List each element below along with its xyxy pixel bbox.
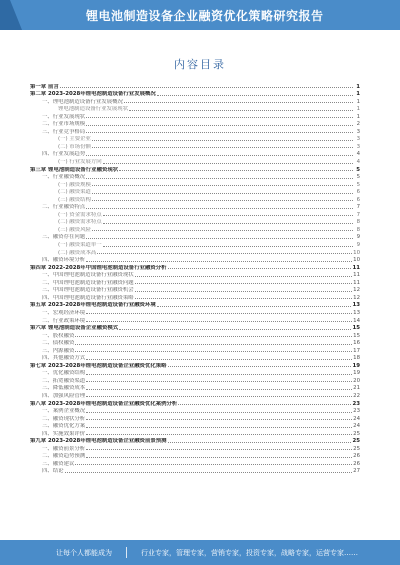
toc-dot-leader [86, 381, 352, 382]
toc-dot-leader [65, 472, 353, 473]
toc-entry-page: 25 [352, 438, 360, 445]
footer-divider [126, 547, 127, 558]
toc-entry[interactable] [30, 97, 360, 105]
toc-entry[interactable] [30, 391, 360, 399]
toc-entry-label: 第六章 锂电池制造设备企业融资模式 [30, 325, 119, 332]
toc-entry[interactable] [30, 203, 360, 211]
toc-dot-leader [92, 185, 353, 186]
toc-dot-leader [92, 147, 353, 148]
toc-entry-page: 6 [356, 189, 360, 196]
toc-entry-label: 四、融资环境分析 [42, 257, 86, 264]
toc-entry[interactable] [30, 308, 360, 316]
toc-entry-page: 23 [352, 400, 360, 407]
toc-entry[interactable] [30, 361, 360, 369]
toc-entry[interactable] [30, 331, 360, 339]
toc-entry[interactable] [30, 150, 360, 158]
report-title: 锂电池制造设备企业融资优化策略研究报告 [86, 9, 324, 23]
toc-entry-page: 2 [356, 121, 360, 128]
toc-entry-page: 17 [353, 347, 360, 354]
toc-dot-leader [60, 87, 353, 88]
toc-entry-page: 15 [352, 325, 360, 332]
toc-entry-label: 一、行业融资概况 [42, 174, 86, 181]
toc-entry[interactable] [30, 429, 360, 437]
toc-entry-page: 6 [356, 196, 360, 203]
toc-dot-leader [75, 336, 352, 337]
toc-entry[interactable] [30, 120, 360, 128]
toc-title: 内容目录 [174, 58, 226, 71]
toc-entry-label: 三、融资存在问题 [42, 234, 86, 241]
toc-dot-leader [86, 125, 353, 126]
toc-entry-page: 19 [353, 370, 360, 377]
toc-dot-leader [92, 140, 353, 141]
toc-entry[interactable] [30, 376, 360, 384]
toc-entry-label: 第八章 2023-2028年锂电池制造设备企业融资优化案例分析 [30, 400, 178, 407]
toc-entry-label: 三、融资优化方案 [42, 423, 86, 430]
toc-dot-leader [86, 374, 352, 375]
toc-dot-leader [135, 276, 352, 277]
header-bar [0, 0, 400, 30]
toc-dot-leader [86, 449, 352, 450]
toc-entry-label: 四、中国锂电池制造设备行业融资策略 [42, 294, 134, 301]
toc-entry[interactable] [30, 459, 360, 467]
toc-entry-page: 23 [353, 408, 360, 415]
toc-entry-label: 一、宏观经济环境 [42, 309, 86, 316]
toc-dot-leader [135, 283, 352, 284]
toc-entry-label: 三、中国锂电池制造设备行业融资机会 [42, 287, 134, 294]
toc-entry-label: 一、股权融资 [42, 332, 75, 339]
toc-entry-page: 3 [356, 136, 360, 143]
toc-entry-label: 四、结论 [42, 468, 64, 475]
toc-dot-leader [86, 208, 353, 209]
toc-entry-label: 四、行业发展趋势 [42, 151, 86, 158]
toc-dot-leader [86, 412, 352, 413]
toc-entry-page: 26 [353, 453, 360, 460]
footer-tagline: 行业专家，管理专家，营销专家，投资专家，战略专家，运营专家…… [141, 548, 358, 557]
toc-entry-page: 5 [356, 166, 360, 173]
toc-entry-label: (一) 主要企业 [58, 136, 91, 143]
toc-entry[interactable] [30, 339, 360, 347]
toc-entry-label: 一、案例企业概况 [42, 408, 86, 415]
toc-entry-page: 3 [356, 128, 360, 135]
toc-entry-page: 4 [356, 159, 360, 166]
toc-entry[interactable] [30, 263, 360, 271]
toc-dot-leader [103, 215, 353, 216]
toc-entry-page: 12 [353, 287, 360, 294]
toc-entry[interactable] [30, 467, 360, 475]
toc-entry-label: 三、行业竞争格局 [42, 128, 86, 135]
toc-entry[interactable] [30, 407, 360, 415]
toc-dot-leader [119, 329, 351, 330]
toc-entry-page: 11 [353, 279, 360, 286]
toc-dot-leader [86, 427, 352, 428]
toc-entry[interactable] [30, 210, 360, 218]
toc-entry-page: 9 [356, 234, 360, 241]
toc-entry-page: 1 [356, 106, 360, 113]
toc-dot-leader [86, 117, 353, 118]
toc-dot-leader [86, 313, 352, 314]
toc-dot-leader [75, 351, 352, 352]
toc-entry-page: 10 [353, 249, 360, 256]
toc-entry[interactable] [30, 271, 360, 279]
toc-entry-label: (二) 融资成本高 [58, 249, 97, 256]
toc-entry-label: (一) 行业发展方向 [58, 159, 102, 166]
toc-entry[interactable] [30, 354, 360, 362]
toc-dot-leader [86, 261, 352, 262]
toc-entry-label: 二、中国锂电池制造设备行业融资问题 [42, 279, 134, 286]
toc-entry[interactable] [30, 233, 360, 241]
toc-entry-label: 一、锂电池制造设备行业发展概况 [42, 98, 123, 105]
toc-entry-label: 第九章 2023-2028年锂电池制造设备企业融资前景预测 [30, 438, 167, 445]
toc-entry-page: 21 [353, 385, 360, 392]
toc-dot-leader [97, 253, 352, 254]
toc-entry-page: 20 [353, 377, 360, 384]
toc-entry-label: 四、加强风险管理 [42, 392, 86, 399]
toc-dot-leader [135, 291, 352, 292]
toc-entry-page: 8 [356, 226, 360, 233]
toc-entry[interactable] [30, 437, 360, 445]
toc-entry[interactable] [30, 399, 360, 407]
toc-dot-leader [168, 366, 352, 367]
toc-dot-leader [86, 389, 352, 390]
toc-entry[interactable] [30, 256, 360, 264]
toc-entry-page: 22 [353, 392, 360, 399]
toc-entry-label: 第七章 2023-2028年锂电池制造设备企业融资优化策略 [30, 362, 167, 369]
toc-dot-leader [157, 306, 352, 307]
toc-dot-leader [86, 155, 353, 156]
toc-entry-label: 二、行业政策环境 [42, 317, 86, 324]
toc-dot-leader [178, 404, 351, 405]
toc-entry-label: 第一章 前言 [30, 83, 59, 90]
header-accent [0, 0, 10, 30]
toc-dot-leader [86, 321, 352, 322]
toc-entry-page: 19 [352, 362, 360, 369]
toc-dot-leader [135, 298, 352, 299]
toc-entry[interactable] [30, 173, 360, 181]
toc-entry-label: (二) 融资渠道 [58, 189, 91, 196]
toc-entry[interactable] [30, 127, 360, 135]
toc-entry[interactable] [30, 301, 360, 309]
toc-dot-leader [86, 359, 352, 360]
toc-entry-label: 第五章 2023-2028年锂电池制造设备行业融资环境 [30, 302, 156, 309]
toc-entry-label: 四、实施效果评价 [42, 430, 86, 437]
toc-entry[interactable] [30, 225, 360, 233]
toc-entry-page: 1 [356, 91, 360, 98]
toc-entry[interactable] [30, 293, 360, 301]
toc-entry-page: 7 [356, 204, 360, 211]
toc-entry[interactable] [30, 369, 360, 377]
toc-dot-leader [103, 163, 353, 164]
toc-entry-page: 11 [353, 272, 360, 279]
toc-entry-label: 第二章 2023-2028年锂电池制造设备行业发展概况 [30, 91, 156, 98]
toc-entry[interactable] [30, 444, 360, 452]
toc-entry[interactable] [30, 105, 360, 113]
toc-entry-page: 13 [352, 302, 360, 309]
toc-entry[interactable] [30, 286, 360, 294]
toc-entry-page: 11 [352, 264, 360, 271]
toc-dot-leader [75, 344, 352, 345]
toc-entry[interactable] [30, 422, 360, 430]
toc-entry[interactable] [30, 218, 360, 226]
toc-entry-label: (三) 融资结构 [58, 196, 91, 203]
toc-entry-label: (二) 融资需求特点 [58, 219, 102, 226]
toc-entry-page: 1 [356, 83, 360, 90]
toc-entry[interactable] [30, 195, 360, 203]
toc-dot-leader [86, 132, 353, 133]
toc-entry-page: 4 [356, 151, 360, 158]
toc-dot-leader [86, 178, 353, 179]
toc-entry[interactable] [30, 278, 360, 286]
toc-entry-page: 27 [353, 468, 360, 475]
toc-entry-page: 26 [353, 460, 360, 467]
toc-entry-page: 8 [356, 219, 360, 226]
toc-entry[interactable] [30, 135, 360, 143]
toc-entry-page: 25 [353, 445, 360, 452]
toc-entry-page: 7 [356, 211, 360, 218]
toc-entry-page: 10 [353, 257, 360, 264]
toc-entry-label: (三) 融资风险 [58, 226, 91, 233]
toc-entry-label: 二、融资现状分析 [42, 415, 86, 422]
toc-entry-label: (一) 融资渠道单一 [58, 242, 102, 249]
toc-entry-page: 1 [356, 98, 360, 105]
toc-entry-page: 24 [353, 423, 360, 430]
toc-entry-page: 24 [353, 415, 360, 422]
toc-entry-label: 三、降低融资成本 [42, 385, 86, 392]
toc-entry[interactable] [30, 165, 360, 173]
toc-entry[interactable] [30, 180, 360, 188]
toc-entry[interactable] [30, 188, 360, 196]
toc-dot-leader [86, 396, 352, 397]
toc-entry-label: 一、优化融资结构 [42, 370, 86, 377]
toc-entry[interactable] [30, 384, 360, 392]
toc-entry[interactable] [30, 240, 360, 248]
toc-dot-leader [75, 464, 352, 465]
toc-entry-page: 15 [353, 332, 360, 339]
toc-entry-label: 一、行业发展现状 [42, 113, 86, 120]
toc-entry-label: 一、中国锂电池制造设备行业融资现状 [42, 272, 134, 279]
toc-entry-label: 三、融资建议 [42, 460, 75, 467]
toc-dot-leader [92, 200, 353, 201]
toc-dot-leader [86, 434, 352, 435]
toc-entry-label: 二、拓宽融资渠道 [42, 377, 86, 384]
toc-dot-leader [129, 110, 353, 111]
table-of-contents [30, 82, 360, 474]
toc-entry[interactable] [30, 346, 360, 354]
toc-entry-page: 16 [353, 340, 360, 347]
toc-dot-leader [103, 223, 353, 224]
toc-entry-page: 1 [356, 113, 360, 120]
toc-entry-page: 25 [353, 430, 360, 437]
toc-entry[interactable] [30, 90, 360, 98]
toc-entry-page: 5 [356, 181, 360, 188]
toc-entry[interactable] [30, 248, 360, 256]
toc-entry-label: (二) 市场份额 [58, 143, 91, 150]
toc-entry[interactable] [30, 157, 360, 165]
toc-entry-label: (一) 资金需求特点 [58, 211, 102, 218]
toc-entry-label: 锂电池制造设备行业发展现状 [58, 106, 129, 113]
toc-entry-label: 二、融资趋势预测 [42, 453, 86, 460]
toc-dot-leader [168, 268, 352, 269]
toc-entry-label: (一) 融资规模 [58, 181, 91, 188]
toc-entry[interactable] [30, 452, 360, 460]
header-accent-triangle [10, 0, 22, 30]
toc-dot-leader [92, 193, 353, 194]
toc-entry-label: 二、行业融资特点 [42, 204, 86, 211]
toc-entry-label: 第四章 2022-2028年中国锂电池制造设备行业融资分析 [30, 264, 167, 271]
toc-entry[interactable] [30, 142, 360, 150]
toc-entry[interactable] [30, 112, 360, 120]
toc-entry[interactable] [30, 82, 360, 90]
toc-entry-page: 13 [353, 309, 360, 316]
footer-slogan: 让每个人都能成为 [56, 548, 112, 557]
footer-bar [0, 540, 400, 565]
toc-entry[interactable] [30, 324, 360, 332]
toc-entry-page: 14 [353, 317, 360, 324]
toc-dot-leader [119, 170, 353, 171]
toc-entry-page: 3 [356, 143, 360, 150]
toc-entry-page: 9 [356, 242, 360, 249]
toc-entry-label: 二、债权融资 [42, 340, 75, 347]
toc-dot-leader [157, 95, 353, 96]
toc-entry-label: 第三章 锂电池制造设备行业融资现状 [30, 166, 119, 173]
toc-dot-leader [86, 238, 353, 239]
toc-dot-leader [86, 457, 352, 458]
toc-dot-leader [92, 230, 353, 231]
toc-entry-page: 18 [353, 355, 360, 362]
toc-entry-label: 四、其他融资方式 [42, 355, 86, 362]
toc-dot-leader [86, 419, 352, 420]
toc-entry[interactable] [30, 316, 360, 324]
toc-entry-page: 5 [356, 174, 360, 181]
toc-dot-leader [168, 442, 352, 443]
toc-entry[interactable] [30, 414, 360, 422]
toc-entry-label: 二、行业市场规模 [42, 121, 86, 128]
toc-entry-label: 三、内源融资 [42, 347, 75, 354]
toc-entry-label: 一、融资前景分析 [42, 445, 86, 452]
toc-dot-leader [103, 246, 353, 247]
toc-entry-page: 12 [353, 294, 360, 301]
toc-dot-leader [124, 102, 353, 103]
